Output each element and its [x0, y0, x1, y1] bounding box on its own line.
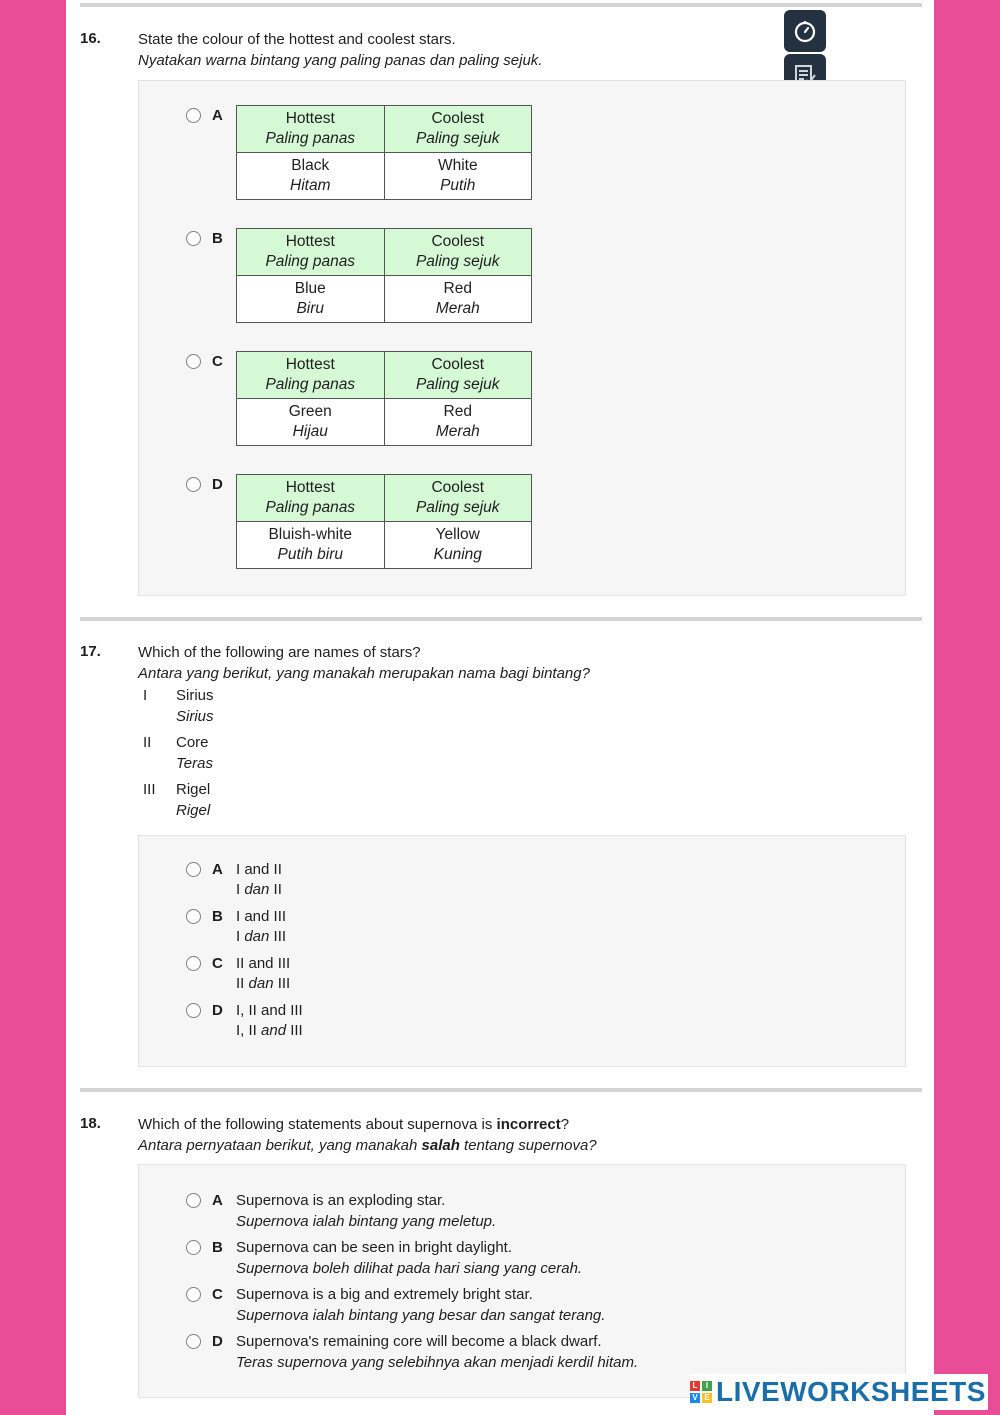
option-d-radio[interactable] [186, 1334, 201, 1349]
question-text-ms: Nyatakan warna bintang yang paling panas dan paling sejuk. [138, 52, 543, 69]
clock-icon [792, 18, 818, 44]
option-d-text: I, II and III I, II and III [236, 1002, 303, 1039]
timer-button[interactable] [784, 10, 826, 52]
statement-numeral: II [143, 734, 152, 751]
option-d-text: Supernova's remaining core will become a black dwarf. Teras supernova yang selebihnya akan menjadi kerdil hitam. [236, 1333, 639, 1371]
header-coolest: Coolest Paling sejuk [384, 475, 532, 522]
header-coolest: Coolest Paling sejuk [384, 106, 532, 153]
question-text-en: State the colour of the hottest and coolest stars. [138, 31, 456, 48]
header-hottest: Hottest Paling panas [237, 106, 385, 153]
header-hottest: Hottest Paling panas [237, 475, 385, 522]
option-b-radio[interactable] [186, 231, 201, 246]
liveworksheets-logo[interactable] [690, 1374, 988, 1410]
option-c-text: II and III II dan III [236, 955, 291, 992]
statement-numeral: I [143, 687, 148, 704]
option-b-radio[interactable] [186, 1240, 201, 1255]
option-a-text: Supernova is an exploding star. Supernova ialah bintang yang meletup. [236, 1192, 497, 1230]
header-coolest: Coolest Paling sejuk [384, 229, 532, 276]
question-text [138, 1114, 597, 1156]
question-divider [80, 1088, 922, 1092]
statement-item: Core Teras [176, 734, 213, 772]
cell-hottest: Bluish-white Putih biru [237, 522, 385, 569]
question-number: 18. [80, 1115, 101, 1132]
question-divider [80, 617, 922, 621]
option-c-radio[interactable] [186, 1287, 201, 1302]
option-c-radio[interactable] [186, 354, 201, 369]
option-c-table [236, 351, 532, 446]
question-text-en: Which of the following statements about supernova is incorrect? [138, 1116, 570, 1133]
question-text-ms: Antara pernyataan berikut, yang manakah salah tentang supernova? [138, 1137, 597, 1154]
option-b-text: Supernova can be seen in bright daylight. Supernova boleh dilihat pada hari siang yang cerah. [236, 1239, 583, 1277]
option-c-radio[interactable] [186, 956, 201, 971]
logo-mark-icon: L I V E [690, 1381, 712, 1403]
option-a-radio[interactable] [186, 862, 201, 877]
option-b-radio[interactable] [186, 909, 201, 924]
logo-wordmark: LIVEWORKSHEETS [716, 1376, 986, 1407]
question-text-ms: Antara yang berikut, yang manakah merupakan nama bagi bintang? [138, 665, 590, 682]
option-d-table [236, 474, 532, 569]
cell-coolest: Red Merah [384, 399, 532, 446]
option-letter: C [212, 955, 223, 972]
statement-item: Sirius Sirius [176, 687, 214, 725]
option-c-text: Supernova is a big and extremely bright star. Supernova ialah bintang yang besar dan sangat terang. [236, 1286, 606, 1324]
cell-coolest: White Putih [384, 153, 532, 200]
option-letter: C [212, 353, 223, 370]
statement-item: Rigel Rigel [176, 781, 211, 819]
option-b-table [236, 228, 532, 323]
header-hottest: Hottest Paling panas [237, 352, 385, 399]
header-coolest: Coolest Paling sejuk [384, 352, 532, 399]
option-letter: B [212, 1239, 223, 1256]
question-text-en: Which of the following are names of stars? [138, 644, 421, 661]
option-letter: A [212, 1192, 223, 1209]
option-a-text: I and II I dan II [236, 861, 282, 898]
cell-hottest: Green Hijau [237, 399, 385, 446]
cell-coolest: Yellow Kuning [384, 522, 532, 569]
option-letter: B [212, 230, 223, 247]
option-a-radio[interactable] [186, 108, 201, 123]
question-number: 17. [80, 643, 101, 660]
header-hottest: Hottest Paling panas [237, 229, 385, 276]
question-text [138, 642, 590, 684]
option-a-radio[interactable] [186, 1193, 201, 1208]
statement-numeral: III [143, 781, 156, 798]
option-letter: D [212, 1002, 223, 1019]
option-letter: A [212, 107, 223, 124]
option-d-radio[interactable] [186, 477, 201, 492]
question-divider [80, 3, 922, 7]
option-b-text: I and III I dan III [236, 908, 287, 945]
question-number: 16. [80, 30, 101, 47]
option-letter: D [212, 1333, 223, 1350]
cell-coolest: Red Merah [384, 276, 532, 323]
cell-hottest: Black Hitam [237, 153, 385, 200]
option-a-table [236, 105, 532, 200]
cell-hottest: Blue Biru [237, 276, 385, 323]
option-letter: A [212, 861, 223, 878]
option-d-radio[interactable] [186, 1003, 201, 1018]
left-pink-border [0, 0, 66, 1415]
right-pink-border [934, 0, 1000, 1415]
option-letter: C [212, 1286, 223, 1303]
question-text [138, 29, 542, 71]
option-letter: B [212, 908, 223, 925]
option-letter: D [212, 476, 223, 493]
